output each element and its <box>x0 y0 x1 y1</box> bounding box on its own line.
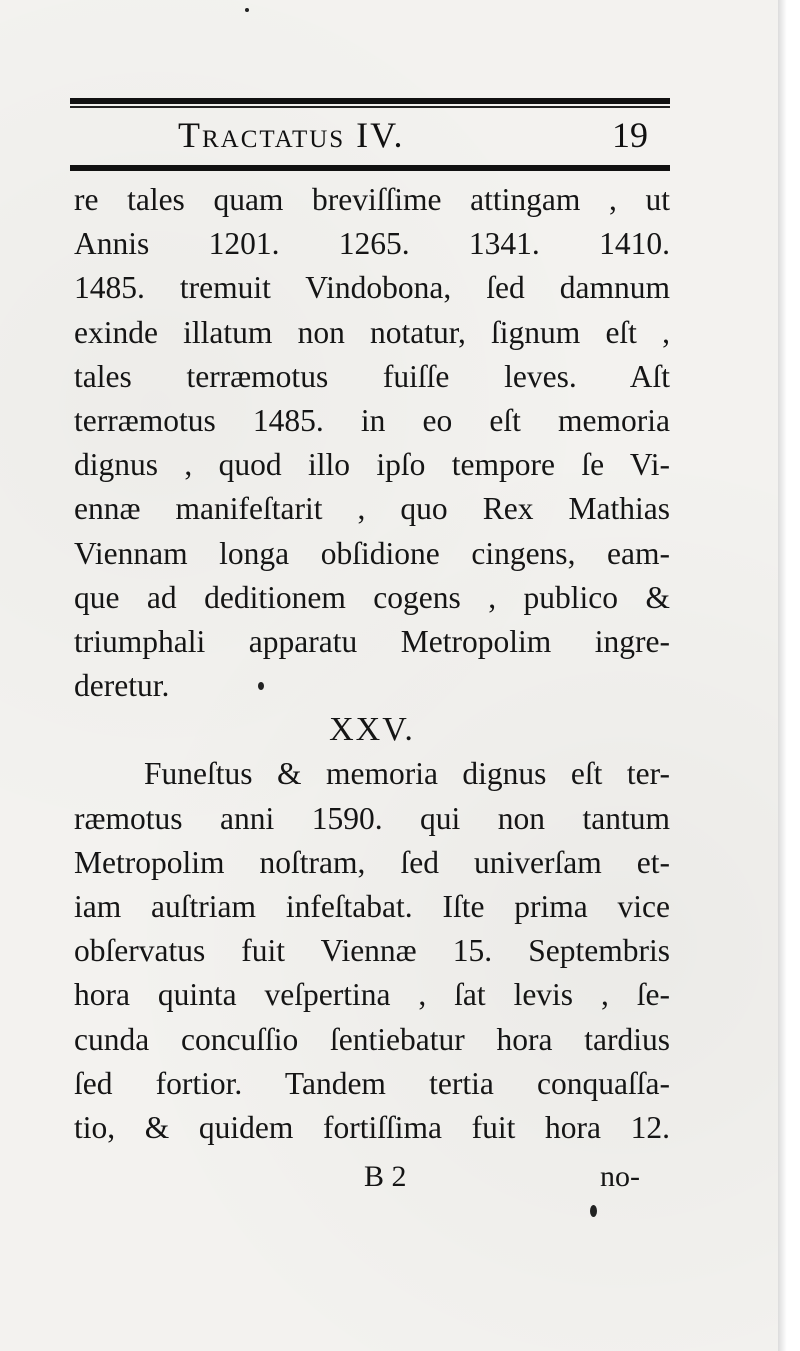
text-line: ſed fortior. Tandem tertia conquaſſa- <box>74 1065 670 1101</box>
text-line: Annis 1201. 1265. 1341. 1410. <box>74 226 670 262</box>
page-footer <box>74 1160 670 1204</box>
text-line: re tales quam breviſſime attingam , ut <box>74 182 670 217</box>
ink-speck <box>258 682 264 690</box>
text-line: tio, & quidem fortiſſima fuit hora 12. <box>74 1109 670 1145</box>
page-number: 19 <box>612 115 648 155</box>
text-line: hora quinta veſpertina , ſat levis , ſe- <box>74 977 670 1013</box>
section-heading: XXV. <box>329 711 415 749</box>
text-line: triumphali apparatu Metropolim ingre- <box>74 623 670 659</box>
ink-speck <box>590 1205 597 1217</box>
text-line: cunda concuſſio ſentiebatur hora tardius <box>74 1021 670 1057</box>
text-line: terræmotus 1485. in eo eſt memoria <box>74 402 670 438</box>
ink-speck <box>245 8 249 12</box>
paragraph-1 <box>74 178 670 708</box>
text-line: Funeſtus & memoria dignus eſt ter- <box>144 756 670 792</box>
catchword: no- <box>600 1160 640 1193</box>
text-line: iam auſtriam infeſtabat. Iſte prima vice <box>74 889 670 924</box>
body-text <box>74 178 670 1150</box>
text-line: tales terræmotus fuiſſe leves. Aſt <box>74 358 670 394</box>
text-line: Metropolim noſtram, ſed univerſam et- <box>74 844 670 880</box>
text-line: ræmotus anni 1590. qui non tantum <box>74 800 670 836</box>
text-line: ennæ manifeſtarit , quo Rex Mathias <box>74 491 670 527</box>
text-line: que ad deditionem cogens , publico & <box>74 579 670 615</box>
running-title: Tractatus IV. <box>178 115 405 155</box>
header-top-rule <box>70 98 670 104</box>
paragraph-2 <box>74 752 670 1150</box>
signature-mark: B 2 <box>364 1160 407 1193</box>
text-line: Viennam longa obſidione cingens, eam- <box>74 535 670 571</box>
header-bottom-rule <box>70 165 670 171</box>
header-top-thin-rule <box>70 106 670 108</box>
page-edge <box>778 0 800 1351</box>
text-line: deretur. <box>74 668 170 704</box>
text-line: dignus , quod illo ipſo tempore ſe Vi- <box>74 447 670 483</box>
text-line: exinde illatum non notatur, ſignum eſt , <box>74 314 670 350</box>
text-line: 1485. tremuit Vindobona, ſed damnum <box>74 270 670 306</box>
text-line: obſervatus fuit Viennæ 15. Septembris <box>74 933 670 969</box>
running-header <box>70 112 670 160</box>
